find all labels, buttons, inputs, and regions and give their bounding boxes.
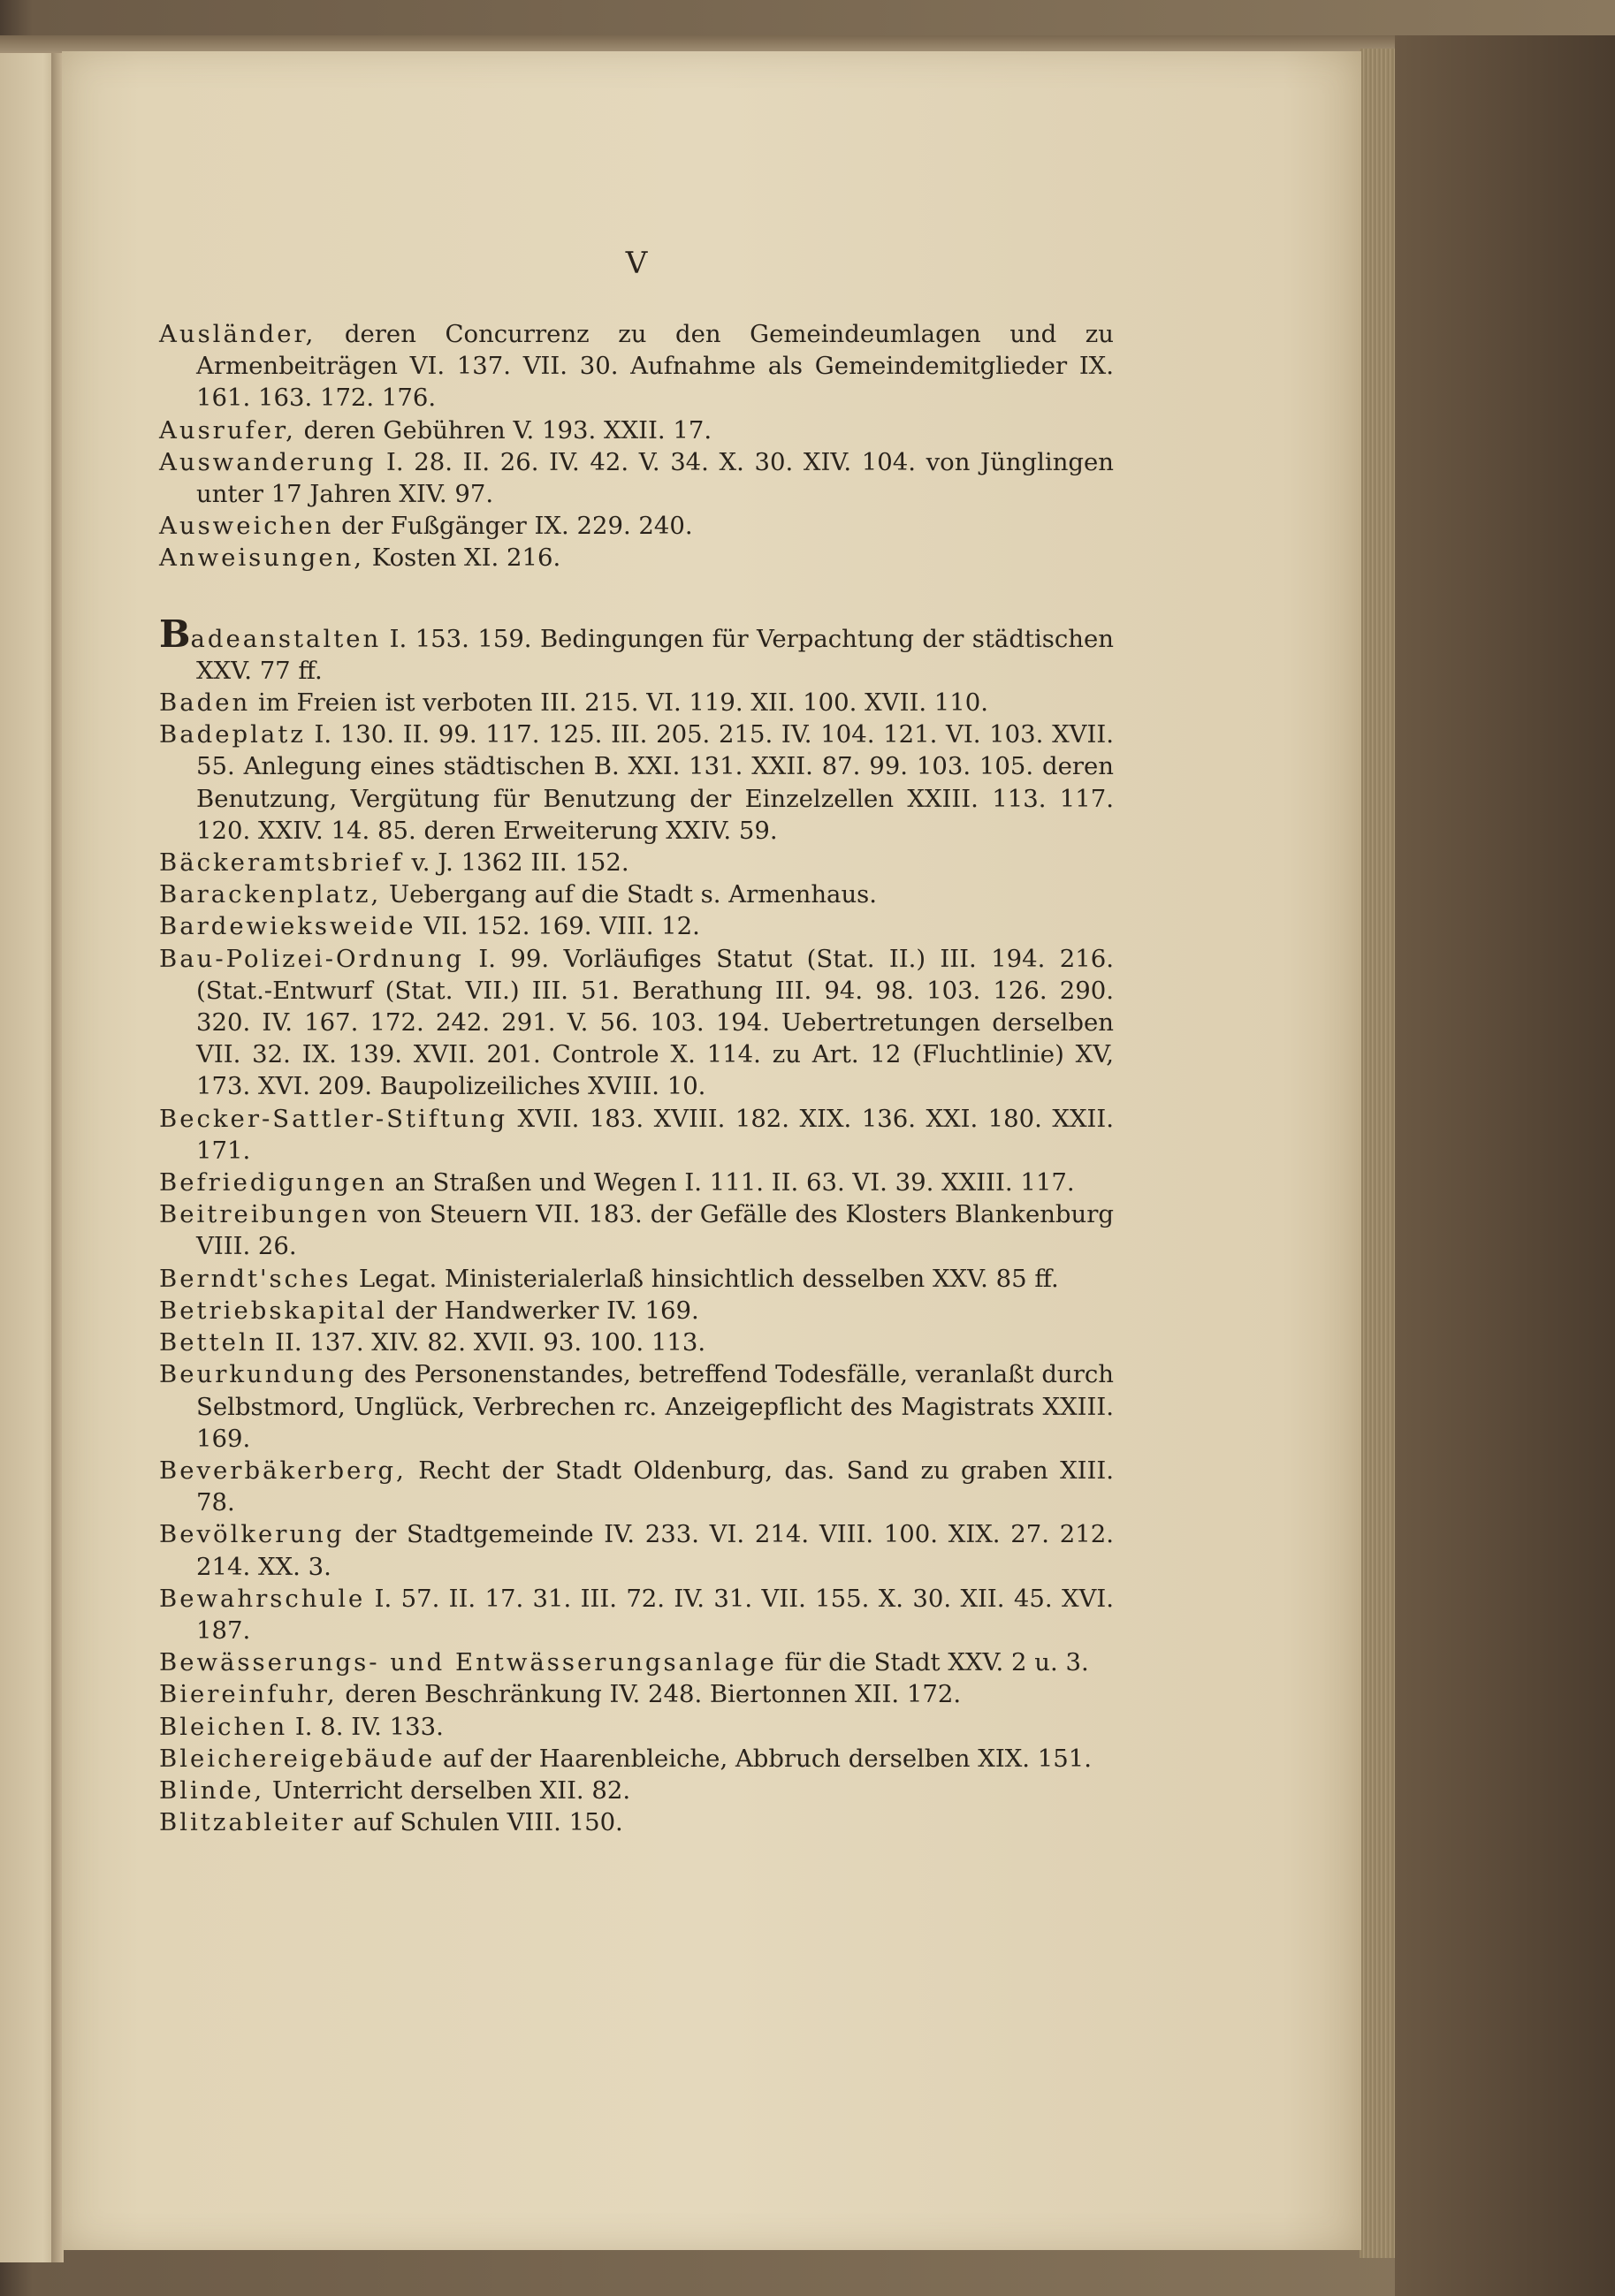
- entry-term: Beverbäkerberg,: [159, 1456, 407, 1485]
- entry-term: Ausrufer,: [159, 415, 296, 445]
- entry-text: deren Concurrenz zu den Gemeindeumlagen und zu Armenbeiträgen VI. 137. VII. 30. Aufnahme als Gemeindemitglieder IX. 161. 163. 172. 176.: [196, 320, 1114, 413]
- entry-term: Bleichen: [159, 1712, 288, 1741]
- index-content: [159, 318, 1114, 1838]
- section-gap: [159, 574, 1114, 619]
- entry-text: für die Stadt XXV. 2 u. 3.: [776, 1648, 1089, 1677]
- entry-term: adeanstalten: [190, 624, 382, 653]
- index-entry: [159, 1358, 1114, 1455]
- index-entry: [159, 1198, 1114, 1262]
- entry-term: Betteln: [159, 1328, 268, 1357]
- index-entry: [159, 1103, 1114, 1167]
- entry-term: Bevölkerung: [159, 1520, 345, 1549]
- entry-term: Ausweichen: [159, 512, 334, 541]
- entry-term: Auswanderung: [159, 447, 377, 476]
- entry-term: Beurkundung: [159, 1360, 357, 1389]
- index-entry: [159, 1327, 1114, 1358]
- entry-term: Betriebskapital: [159, 1296, 388, 1325]
- index-entry: [159, 1583, 1114, 1646]
- entry-text: Unterricht derselben XII. 82.: [264, 1775, 631, 1805]
- index-entry: [159, 1711, 1114, 1743]
- index-entry: [159, 878, 1114, 910]
- entry-term: Ausländer,: [159, 320, 316, 348]
- entry-text: XVII. 183. XVIII. 182. XIX. 136. XXI. 180. XXII. 171.: [196, 1104, 1114, 1165]
- entry-term: Barackenplatz,: [159, 880, 382, 909]
- entry-text: I. 130. II. 99. 117. 125. III. 205. 215. IV. 104. 121. VI. 103. XVII. 55. Anlegung eines städtischen B. XXI. 131. XXII. 87. 99. 103. 105. deren Benutzung, Vergütung für Benutzung der Einzelzellen XXIII. 113. 117. 120. XXIV. 14. 85. deren Erweiterung XXIV. 59.: [196, 720, 1114, 845]
- page-block-edge: [1360, 49, 1395, 2258]
- index-entry: [159, 446, 1114, 510]
- index-entry: [159, 687, 1114, 718]
- entry-text: I. 28. II. 26. IV. 42. V. 34. X. 30. XIV. 104. von Jünglingen unter 17 Jahren XIV. 97.: [196, 447, 1114, 509]
- index-entry: [159, 1678, 1114, 1710]
- index-group-a: [159, 318, 1114, 574]
- entry-term: Befriedigungen: [159, 1168, 387, 1197]
- entry-text: des Personenstandes, betreffend Todesfälle, veranlaßt durch Selbstmord, Unglück, Verbrechen rc. Anzeigepflicht des Magistrats XXIII. 169.: [196, 1360, 1114, 1453]
- index-entry: [159, 542, 1114, 574]
- entry-text: der Handwerker IV. 169.: [387, 1296, 699, 1325]
- index-entry: [159, 1646, 1114, 1678]
- book-cover: [1395, 35, 1615, 2296]
- entry-text: der Stadtgemeinde IV. 233. VI. 214. VIII. 100. XIX. 27. 212. 214. XX. 3.: [196, 1520, 1114, 1581]
- entry-text: Uebergang auf die Stadt s. Armenhaus.: [381, 880, 878, 909]
- entry-text: I. 8. IV. 133.: [287, 1712, 444, 1741]
- entry-text: deren Gebühren V. 193. XXII. 17.: [295, 415, 712, 445]
- index-entry: [159, 943, 1114, 1103]
- index-entry: [159, 718, 1114, 847]
- entry-text: deren Beschränkung IV. 248. Biertonnen XII. 172.: [337, 1680, 962, 1709]
- entry-text: Legat. Ministerialerlaß hinsichtlich desselben XXV. 85 ff.: [351, 1264, 1059, 1293]
- entry-text: I. 99. Vorläufiges Statut (Stat. II.) III. 194. 216. (Stat.-Entwurf (Stat. VII.) III. 51. Berathung III. 94. 98. 103. 126. 290. 320. IV. 167. 172. 242. 291. V. 56. 103. 194. Uebertretungen derselben VII. 32. IX. 139. XVII. 201. Controle X. 114. zu Art. 12 (Fluchtlinie) XV, 173. XVI. 209. Baupolizeiliches XVIII. 10.: [196, 944, 1114, 1101]
- entry-text: I. 153. 159. Bedingungen für Verpachtung der städtischen XXV. 77 ff.: [196, 624, 1114, 685]
- entry-text: v. J. 1362 III. 152.: [403, 848, 629, 878]
- page-number: V: [625, 246, 648, 281]
- entry-term: Bau-Polizei-Ordnung: [159, 944, 465, 973]
- entry-term: Biereinfuhr,: [159, 1680, 338, 1709]
- index-entry: [159, 1806, 1114, 1838]
- index-entry: [159, 1263, 1114, 1295]
- index-entry: [159, 1455, 1114, 1518]
- entry-text: Kosten XI. 216.: [364, 544, 561, 573]
- index-entry: [159, 1518, 1114, 1582]
- entry-text: auf Schulen VIII. 150.: [345, 1808, 623, 1837]
- entry-term: Baden: [159, 688, 251, 718]
- index-group-b: [159, 687, 1114, 1838]
- index-entry: [159, 1743, 1114, 1775]
- index-entry: [159, 414, 1114, 446]
- index-entry: [159, 510, 1114, 542]
- entry-term: Bewässerungs- und Entwässerungsanlage: [159, 1648, 777, 1677]
- entry-text: auf der Haarenbleiche, Abbruch derselben XIX. 151.: [435, 1744, 1092, 1773]
- index-entry: [159, 847, 1114, 878]
- entry-term: Bardewieksweide: [159, 912, 416, 941]
- entry-text: Recht der Stadt Oldenburg, das. Sand zu graben XIII. 78.: [196, 1456, 1114, 1517]
- entry-text: von Steuern VII. 183. der Gefälle des Klosters Blankenburg VIII. 26.: [196, 1200, 1114, 1261]
- entry-term: Anweisungen,: [159, 544, 365, 573]
- index-entry: [159, 318, 1114, 414]
- entry-text: an Straßen und Wegen I. 111. II. 63. VI. 39. XXIII. 117.: [386, 1168, 1075, 1197]
- index-entry: [159, 1167, 1114, 1198]
- index-entry: [159, 1295, 1114, 1327]
- index-entry: [159, 910, 1114, 942]
- entry-term: Blitzableiter: [159, 1808, 346, 1837]
- initial-letter: B: [159, 612, 191, 656]
- index-entry-badeanstalten: [159, 612, 1114, 687]
- entry-text: II. 137. XIV. 82. XVII. 93. 100. 113.: [267, 1328, 706, 1357]
- entry-term: Beitreibungen: [159, 1200, 370, 1229]
- entry-term: Berndt'sches: [159, 1264, 352, 1293]
- entry-term: Blinde,: [159, 1775, 265, 1805]
- entry-text: der Fußgänger IX. 229. 240.: [333, 512, 693, 541]
- entry-term: Bäckeramtsbrief: [159, 848, 404, 878]
- entry-term: Becker-Sattler-Stiftung: [159, 1104, 508, 1133]
- index-entry: [159, 1775, 1114, 1806]
- entry-term: Bewahrschule: [159, 1584, 366, 1613]
- entry-term: Badeplatz: [159, 720, 306, 749]
- entry-text: VII. 152. 169. VIII. 12.: [415, 912, 700, 941]
- entry-text: im Freien ist verboten III. 215. VI. 119. XII. 100. XVII. 110.: [250, 688, 989, 718]
- entry-term: Bleichereigebäude: [159, 1744, 436, 1773]
- entry-text: I. 57. II. 17. 31. III. 72. IV. 31. VII. 155. X. 30. XII. 45. XVI. 187.: [196, 1584, 1114, 1645]
